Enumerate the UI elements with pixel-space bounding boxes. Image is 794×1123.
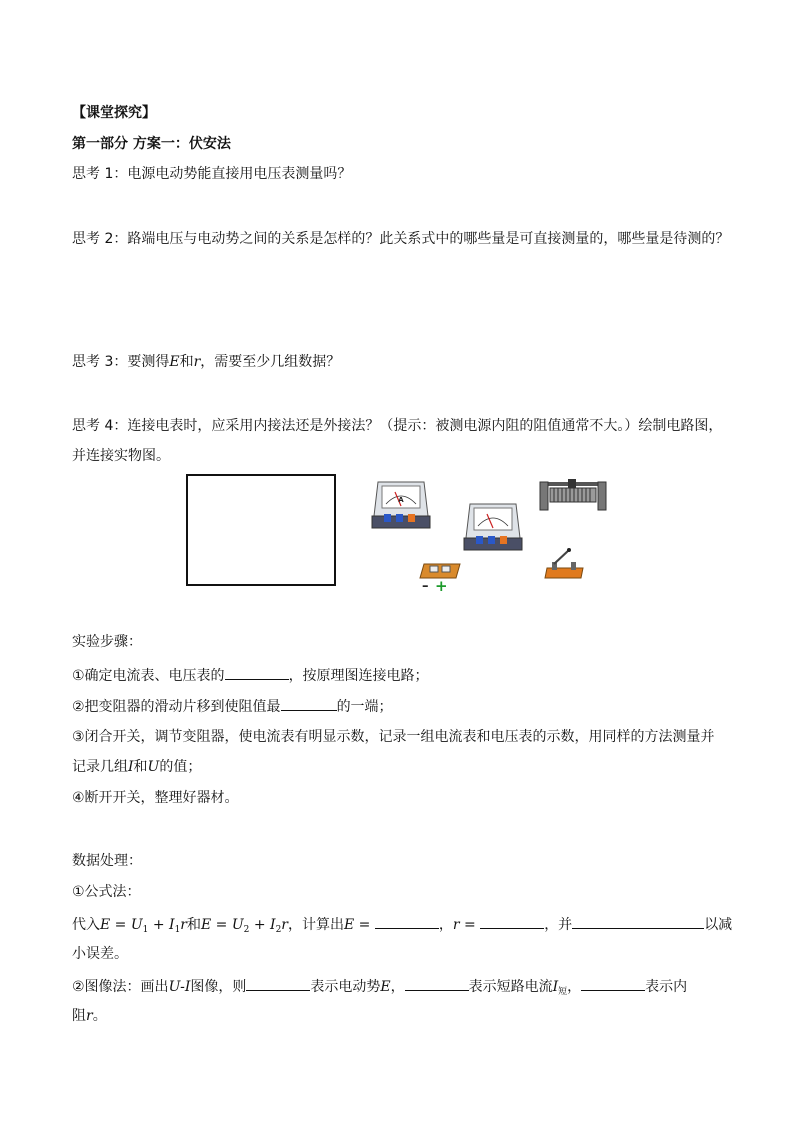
intercept-blank[interactable] xyxy=(246,976,310,991)
part-title: 第一部分 方案一：伏安法 xyxy=(72,136,231,152)
thought-1: 思考 1：电源电动势能直接用电压表测量吗？ xyxy=(72,166,352,182)
voltmeter-icon xyxy=(462,500,524,554)
steps-title: 实验步骤： xyxy=(72,634,142,650)
svg-text:–: – xyxy=(422,579,429,592)
x-intercept-blank[interactable] xyxy=(405,976,469,991)
average-blank[interactable] xyxy=(572,914,704,929)
svg-text:+: + xyxy=(435,577,448,592)
circuit-drawing-box xyxy=(186,474,336,586)
data-processing-title: 数据处理： xyxy=(72,853,142,869)
emf-blank[interactable] xyxy=(375,914,439,929)
thought-3: 思考 3：要测得E和r，需要至少几组数据？ xyxy=(72,354,341,370)
switch-icon xyxy=(543,548,585,582)
battery-icon xyxy=(418,562,462,592)
method-1-title: ①公式法： xyxy=(72,884,141,900)
svg-text:A: A xyxy=(398,496,404,504)
step-1: ①确定电流表、电压表的 ，按原理图连接电路； xyxy=(72,665,429,686)
step-4: ④断开开关，整理好器材。 xyxy=(72,790,239,806)
step-1-blank[interactable] xyxy=(225,665,289,680)
thought-4-line2: 并连接实物图。 xyxy=(72,448,170,464)
ammeter-icon xyxy=(370,478,432,532)
method-2-line1: ②图像法：画出U-I图像，则 表示电动势E， 表示短路电流$I_短$， 表示内 xyxy=(72,976,687,1002)
thought-2: 思考 2：路端电压与电动势之间的关系是怎样的？此关系式中的哪些量是可直接测量的，哪些量是待测的？ xyxy=(72,231,730,247)
r-blank[interactable] xyxy=(480,914,544,929)
method-1-line2: 小误差。 xyxy=(72,946,128,962)
method-2-line2: 阻r。 xyxy=(72,1008,107,1024)
step-2: ②把变阻器的滑动片移到使阻值最 的一端； xyxy=(72,696,393,717)
step-3-line1: ③闭合开关，调节变阻器，使电流表有明显示数，记录一组电流表和电压表的示数，用同样的方法测量并 xyxy=(72,729,715,745)
step-2-blank[interactable] xyxy=(281,696,337,711)
method-1-line1: 代入$E = U_1 + I_1r$和$E = U_2 + I_2r$，计算出E = ，r = ，并 以减 xyxy=(72,914,732,940)
step-3-line2: 记录几组I和U的值； xyxy=(72,759,202,775)
thought-4-line1: 思考 4：连接电表时，应采用内接法还是外接法？（提示：被测电源内阻的阻值通常不大。）绘制电路图， xyxy=(72,418,723,434)
rheostat-icon xyxy=(538,478,608,514)
slope-blank[interactable] xyxy=(581,976,645,991)
section-title: 【课堂探究】 xyxy=(72,105,156,121)
